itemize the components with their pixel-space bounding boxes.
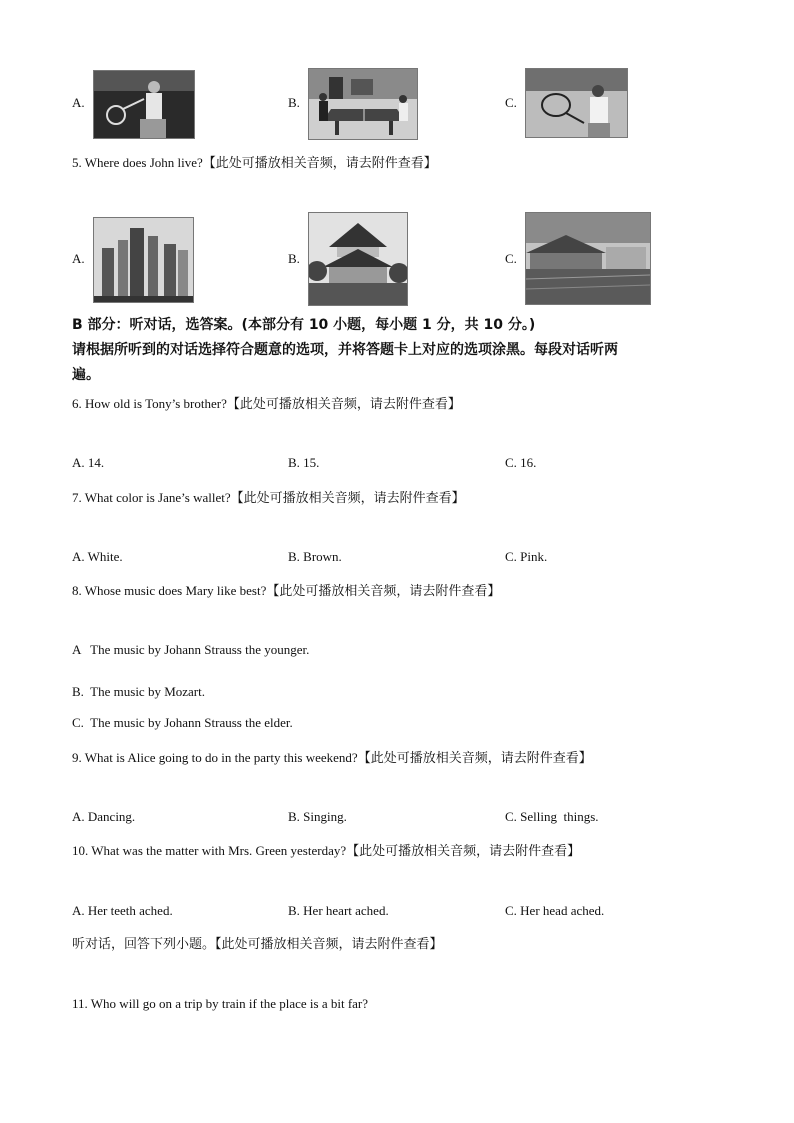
section-b-instruction-line2: 遍。	[72, 367, 100, 383]
q5-option-a-label: A.	[72, 251, 85, 266]
question-11: 11. Who will go on a trip by train if the place is a bit far?	[72, 996, 369, 1011]
question-10: 10. What was the matter with Mrs. Green yesterday?【此处可播放相关音频，请去附件查看】	[72, 843, 581, 858]
section-b-instruction-line1: 请根据所听到的对话选择符合题意的选项，并将答题卡上对应的选项涂黑。每段对话听两	[72, 342, 618, 358]
q4-option-c-label: C.	[505, 95, 517, 110]
q8-option-a: A The music by Johann Strauss the younger.	[72, 642, 310, 657]
q10-option-c: C. Her head ached.	[505, 903, 605, 918]
castle-photo	[308, 212, 408, 306]
section-b-title: B 部分：听对话，选答案。(本部分有 10 小题，每小题 1 分，共 10 分。)	[72, 317, 536, 333]
q9-option-c: C. Selling things.	[505, 809, 599, 824]
q6-option-b: B. 15.	[288, 455, 320, 470]
table-tennis-photo	[308, 68, 418, 140]
riverside-town-photo	[525, 212, 651, 305]
q7-option-b: B. Brown.	[288, 549, 342, 564]
q5-option-b-label: B.	[288, 251, 300, 266]
question-5: 5. Where does John live?【此处可播放相关音频，请去附件查看】	[72, 155, 437, 170]
q8-option-b: B. The music by Mozart.	[72, 684, 205, 699]
q5-option-c-label: C.	[505, 251, 517, 266]
q9-option-b: B. Singing.	[288, 809, 347, 824]
question-6: 6. How old is Tony’s brother?【此处可播放相关音频，请去附件查看】	[72, 396, 461, 411]
question-7: 7. What color is Jane’s wallet?【此处可播放相关音频，请去附件查看】	[72, 490, 465, 505]
q4-option-b-label: B.	[288, 95, 300, 110]
question-9: 9. What is Alice going to do in the party this weekend?【此处可播放相关音频，请去附件查看】	[72, 750, 592, 765]
q10-option-b: B. Her heart ached.	[288, 903, 389, 918]
q7-option-a: A. White.	[72, 549, 123, 564]
q10-option-a: A. Her teeth ached.	[72, 903, 173, 918]
badminton-photo	[93, 70, 195, 139]
q9-option-a: A. Dancing.	[72, 809, 136, 824]
q7-option-c: C. Pink.	[505, 549, 548, 564]
q6-option-c: C. 16.	[505, 455, 537, 470]
q4-option-a-label: A.	[72, 95, 85, 110]
skyscrapers-photo	[93, 217, 194, 303]
q8-option-c: C. The music by Johann Strauss the elder.	[72, 715, 293, 730]
tennis-photo	[525, 68, 628, 138]
listen-intro: 听对话，回答下列小题。【此处可播放相关音频，请去附件查看】	[72, 936, 443, 951]
question-8: 8. Whose music does Mary like best?【此处可播放相关音频，请去附件查看】	[72, 583, 501, 598]
q6-option-a: A. 14.	[72, 455, 105, 470]
